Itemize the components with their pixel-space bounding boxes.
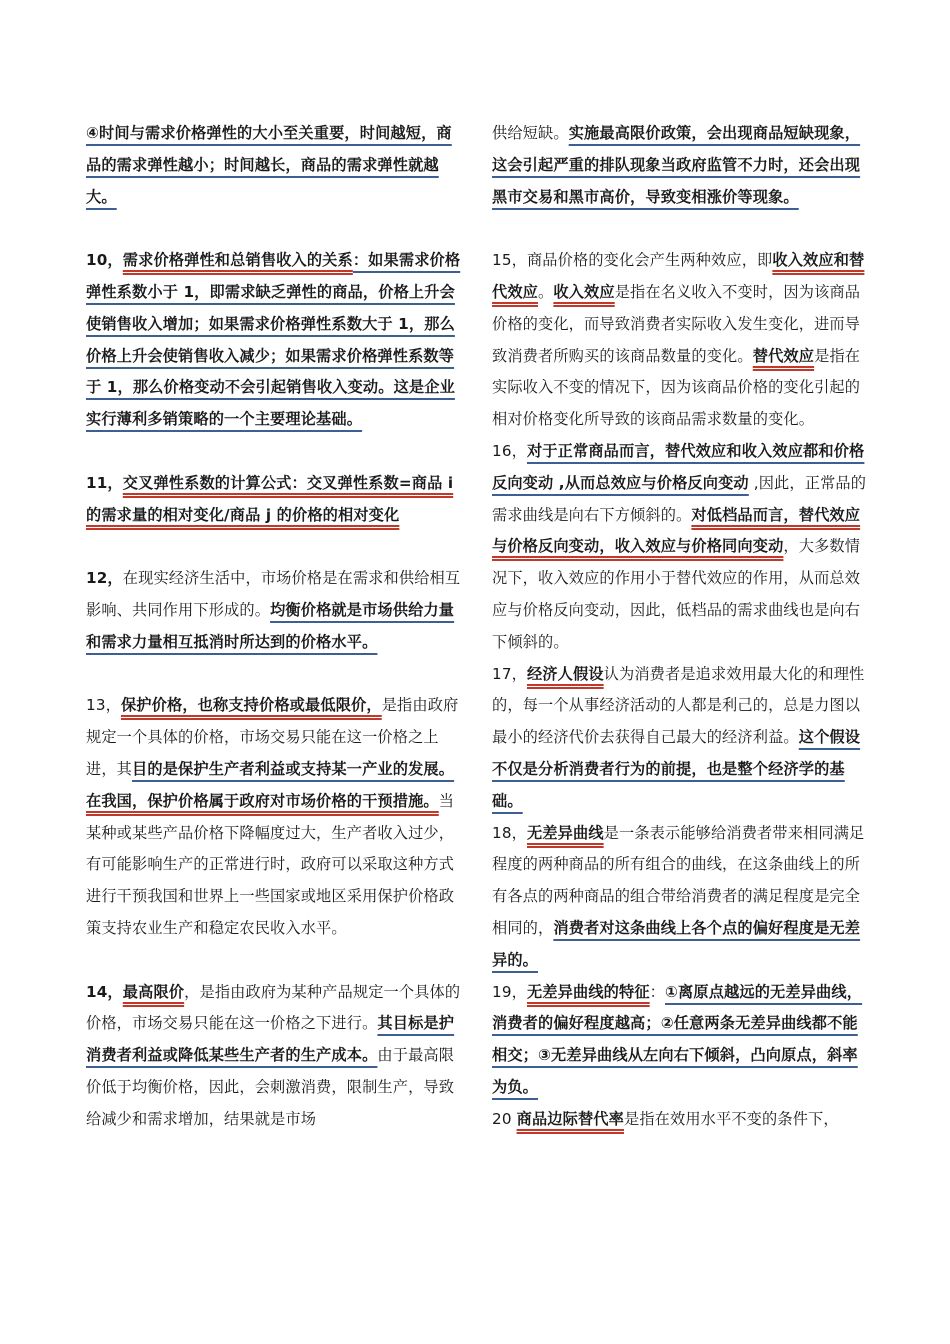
paragraph-14-continued bbox=[492, 118, 868, 213]
p10-body: ：如果需求价格弹性系数小于 1，即需求缺乏弹性的商品，价格上升会使销售收入增加；如果需求价格弹性系数大于 1，那么价格上升会使销售收入减少；如果需求价格弹性系数等于 1，那么价格变动不会引起销售收入变动。这是企业实行薄利多销策略的一个主要理论基础。 bbox=[86, 251, 461, 429]
p18-number: 18， bbox=[492, 823, 527, 842]
p12-text: 在现实经济生活中，市场价格是在需求和供给相互影响、共同作用下形成的。 bbox=[86, 569, 461, 619]
p15-text-2: 。 bbox=[538, 282, 554, 301]
p13-term: 保护价格，也称支持价格或最低限价， bbox=[120, 696, 382, 715]
paragraph-11 bbox=[86, 468, 462, 532]
p14c-text: 供给短缺。 bbox=[492, 124, 569, 142]
p13-text-2: 当某种或某些产品价格下降幅度过大，生产者收入过少，有可能影响生产的正常进行时，政府可以采取这种方式进行干预我国和世界上一些国家或地区采用保护价格政策支持农业生产和稳定农民收入水平。 bbox=[86, 791, 455, 937]
p15-text-3: 是指在名义收入不变时，因为该商品价格的变化，而导致消费者实际收入发生变化，进而导致消费者所购买的该商品数量的变化。 bbox=[492, 282, 861, 365]
paragraph-13 bbox=[86, 690, 462, 944]
p17-text: 认为消费者是追求效用最大化的和理性的，每一个从事经济活动的人都是利己的，总是力图以最小的经济代价去获得自己最大的经济利益。 bbox=[492, 664, 865, 747]
paragraph-15 bbox=[492, 245, 868, 436]
p11-body: 交叉弹性系数的计算公式：交叉弹性系数=商品 i 的需求量的相对变化/商品 j 的价格的相对变化 bbox=[86, 473, 454, 524]
p16-text-2: ，大多数情况下，收入效应的作用小于替代效应的作用，从而总效应与价格反向变动，因此，低档品的需求曲线也是向右下倾斜的。 bbox=[492, 537, 861, 651]
paragraph-17 bbox=[492, 659, 868, 818]
p16-normal-goods: 对于正常商品而言，替代效应和收入效应都和价格反向变动 ,从而总效应与价格反向变动 bbox=[492, 441, 865, 492]
p15-substitution-effect: 替代效应 bbox=[752, 346, 815, 365]
p14c-bold: 实施最高限价政策，会出现商品短缺现象，这会引起严重的排队现象当政府监管不力时，还会出现黑市交易和黑市高价，导致变相涨价等现象。 bbox=[492, 124, 861, 206]
p19-term: 无差异曲线的特征 bbox=[526, 982, 650, 1001]
p16-inferior-goods: 对低档品而言，替代效应与价格反向变动，收入效应与价格同向变动 bbox=[492, 505, 861, 556]
paragraph-time-elasticity bbox=[86, 118, 462, 213]
paragraph-10 bbox=[86, 245, 462, 436]
paragraph-20 bbox=[492, 1104, 868, 1136]
p14-text-1: ，是指由政府为某种产品规定一个具体的价格，市场交易只能在这一价格之下进行。 bbox=[86, 982, 461, 1033]
p12-bold: 均衡价格就是市场供给力量和需求力量相互抵消时所达到的价格水平。 bbox=[86, 600, 455, 651]
p20-number: 20 bbox=[492, 1109, 517, 1128]
p17-term: 经济人假设 bbox=[526, 664, 604, 683]
p20-text: 是指在效用水平不变的条件下， bbox=[623, 1109, 839, 1128]
p19-colon: ： bbox=[649, 982, 666, 1001]
p14-text-2: 由于最高限价低于均衡价格，因此，会刺激消费，限制生产，导致给减少和需求增加，结果就是市场 bbox=[86, 1046, 455, 1128]
paragraph-12 bbox=[86, 563, 462, 658]
paragraph-18 bbox=[492, 818, 868, 977]
p19-number: 19， bbox=[492, 982, 527, 1001]
p12-number: 12， bbox=[86, 569, 123, 588]
p14-number: 14， bbox=[86, 982, 123, 1001]
p14-term: 最高限价 bbox=[122, 982, 185, 1001]
p13-number: 13， bbox=[86, 696, 121, 715]
p18-bold: 消费者对这条曲线上各个点的偏好程度是无差异的。 bbox=[492, 918, 861, 969]
p10-number: 10， bbox=[86, 251, 123, 270]
p18-text: 是一条表示能够给消费者带来相同满足程度的两种商品的所有组合的曲线，在这条曲线上的所有各点的两种商品的组合带给消费者的满足程度是完全相同的， bbox=[492, 823, 865, 937]
paragraph-14 bbox=[86, 977, 462, 1136]
p14-goal: 其目标是护消费者利益或降低某些生产者的生产成本。 bbox=[86, 1014, 455, 1065]
p20-term: 商品边际替代率 bbox=[516, 1109, 624, 1128]
paragraph-19 bbox=[492, 977, 868, 1104]
p13-text-1: 是指由政府规定一个具体的价格，市场交易只能在这一价格之上进，其 bbox=[86, 696, 459, 778]
p15-income-effect: 收入效应 bbox=[553, 282, 615, 301]
p15-effects: 收入效应和替代效应 bbox=[492, 251, 865, 301]
paragraph-16 bbox=[492, 436, 868, 659]
p18-term: 无差异曲线 bbox=[526, 823, 604, 842]
p11-number: 11， bbox=[86, 473, 123, 492]
left-column bbox=[86, 118, 462, 1136]
p16-number: 16， bbox=[492, 441, 527, 460]
p17-bold: 这个假设不仅是分析消费者行为的前提，也是整个经济学的基础。 bbox=[492, 728, 861, 810]
p17-number: 17， bbox=[492, 664, 527, 683]
p19-features: ①离原点越远的无差异曲线，消费者的偏好程度越高；②任意两条无差异曲线都不能相交；③无差异曲线从左向右下倾斜，凸向原点，斜率为负。 bbox=[492, 982, 863, 1096]
p10-term: 需求价格弹性和总销售收入的关系 bbox=[122, 251, 353, 270]
right-column bbox=[492, 118, 868, 1136]
p15-text-4: 是指在实际收入不变的情况下，因为该商品价格的变化引起的相对价格变化所导致的该商品需求数量的变化。 bbox=[492, 346, 861, 429]
time-elasticity-text: ④时间与需求价格弹性的大小至关重要，时间越短，商品的需求弹性越小；时间越长，商品的需求弹性就越大。 bbox=[86, 124, 452, 206]
p16-text-1: ,因此，正常品的需求曲线是向右下方倾斜的。 bbox=[492, 473, 867, 524]
p15-number: 15， bbox=[492, 251, 527, 270]
p15-text-1: 商品价格的变化会产生两种效应，即 bbox=[526, 251, 773, 270]
p13-purpose: 目的是保护生产者利益或支持某一产业的发展。 bbox=[132, 759, 455, 778]
p13-china: 在我国，保护价格属于政府对市场价格的干预措施。 bbox=[86, 791, 439, 810]
